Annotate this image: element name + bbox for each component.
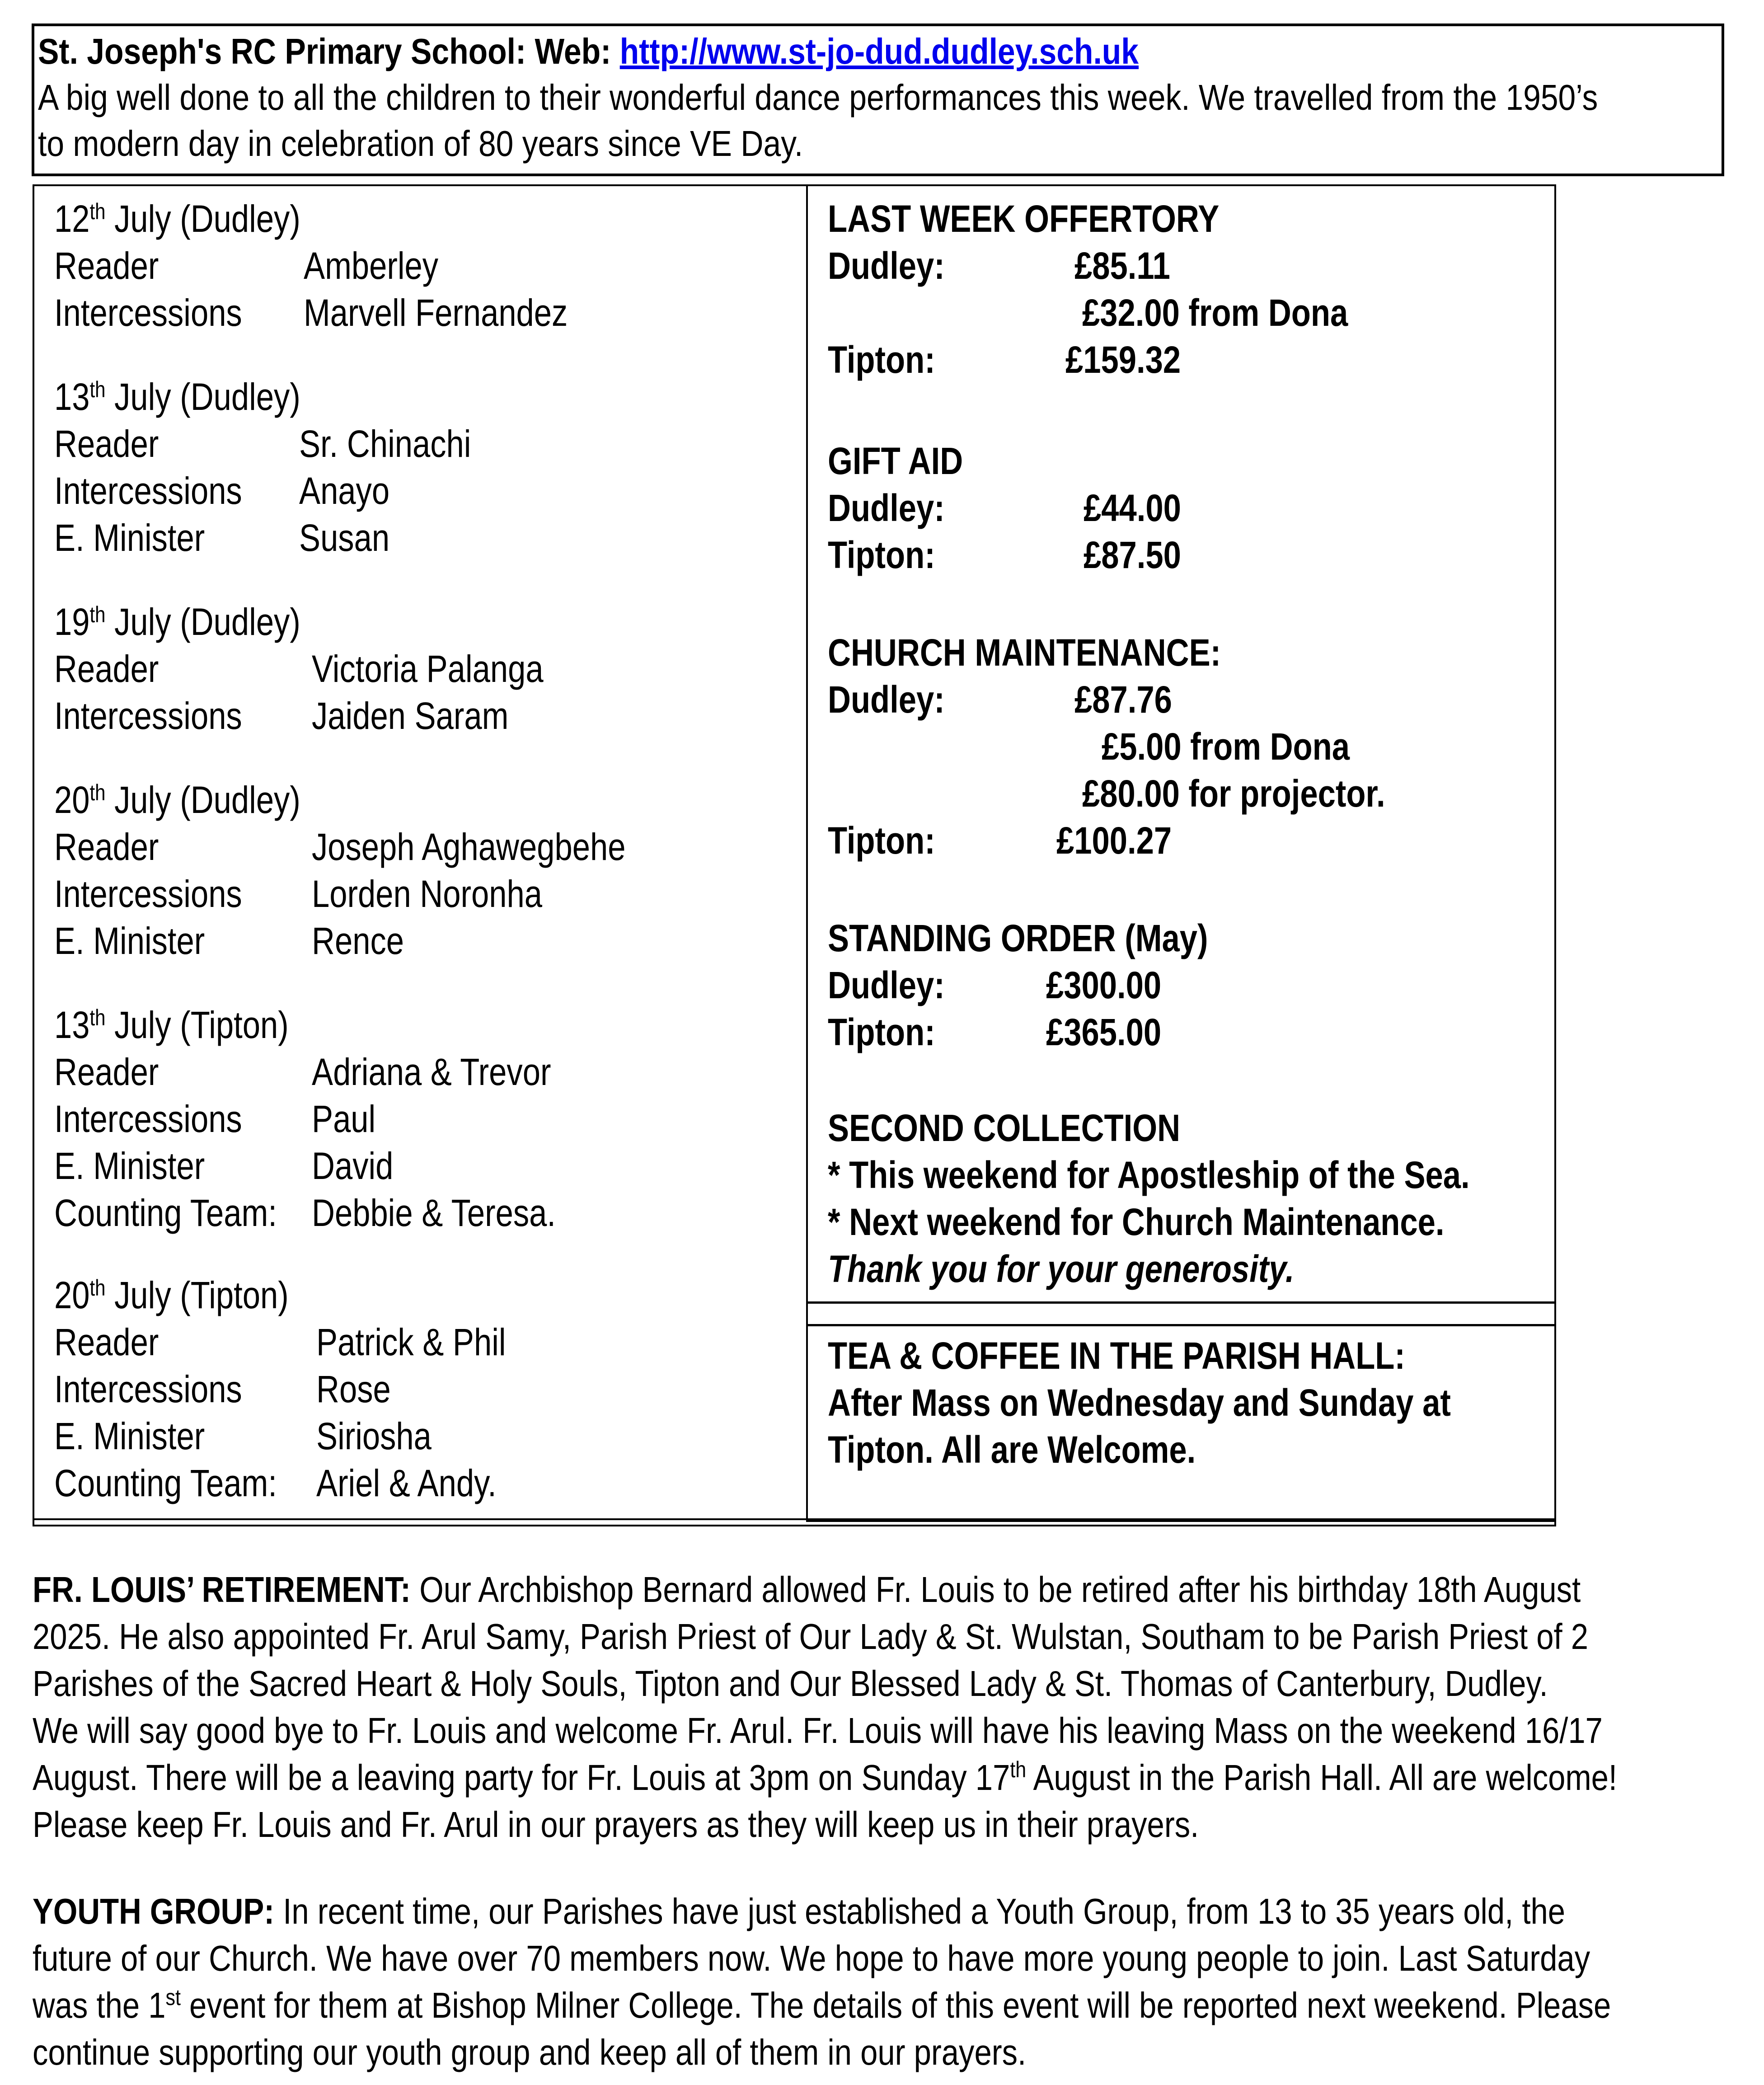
tea-coffee-title: TEA & COFFEE IN THE PARISH HALL:	[828, 1334, 1405, 1377]
tea-coffee-text: Tipton. All are Welcome.	[828, 1428, 1196, 1471]
rota-role-label: Counting Team:	[54, 1192, 277, 1234]
rota-role-label: E. Minister	[54, 1145, 205, 1187]
rota-role-label: Reader	[54, 1051, 159, 1093]
ordinal-suffix: st	[165, 1985, 181, 2010]
rota-date-heading	[54, 195, 347, 242]
youth-group-heading: YOUTH GROUP:	[33, 1891, 275, 1931]
rota-person-name: Joseph Aghawegbehe	[312, 826, 626, 868]
ordinal-suffix: th	[89, 1275, 106, 1301]
rota-person-name: Patrick & Phil	[316, 1321, 506, 1363]
standing-order-title: STANDING ORDER (May)	[828, 917, 1208, 959]
rota-date-text: July (Tipton)	[105, 1274, 289, 1316]
rota-day: 19	[54, 601, 90, 643]
rota-role-label: Reader	[54, 648, 159, 690]
maintenance-dudley-extra: £5.00 from Dona	[1102, 725, 1350, 768]
retirement-text: Our Archbishop Bernard allowed Fr. Louis to be retired after his birthday 18th August	[411, 1569, 1581, 1610]
rota-role-label: Intercessions	[54, 470, 242, 512]
rota-date-text: July (Dudley)	[105, 376, 300, 418]
rota-date-heading	[54, 1001, 333, 1048]
maintenance-tipton-label: Tipton:	[828, 819, 935, 862]
box-divider	[806, 1324, 1556, 1326]
offertory-tipton-amount: £159.32	[1065, 338, 1181, 381]
rota-role-label: Reader	[54, 826, 159, 868]
rota-role-label: Intercessions	[54, 291, 242, 334]
rota-day: 20	[54, 1274, 90, 1316]
rota-role-label: E. Minister	[54, 1415, 205, 1457]
ordinal-suffix: th	[89, 377, 106, 402]
rota-person-name: Debbie & Teresa.	[312, 1192, 556, 1234]
second-collection-item: * Next weekend for Church Maintenance.	[828, 1201, 1445, 1243]
school-message-line: A big well done to all the children to their wonderful dance performances this week. We travelled from the 1950’s	[38, 77, 1598, 117]
rota-role-label: Intercessions	[54, 1368, 242, 1410]
maintenance-dudley-extra: £80.00 for projector.	[1082, 772, 1385, 815]
rota-role-label: Reader	[54, 423, 159, 465]
rota-person-name: Anayo	[299, 470, 390, 512]
retirement-text: 2025. He also appointed Fr. Arul Samy, Parish Priest of Our Lady & St. Wulstan, Southam to be Parish Priest of 2	[33, 1616, 1588, 1657]
rota-day: 13	[54, 376, 90, 418]
rota-person-name: Ariel & Andy.	[316, 1462, 497, 1504]
offertory-dudley-amount: £85.11	[1074, 244, 1170, 287]
rota-person-name: David	[312, 1145, 394, 1187]
ordinal-suffix: th	[89, 602, 106, 627]
retirement-heading: FR. LOUIS’ RETIREMENT:	[33, 1569, 411, 1610]
retirement-notice	[33, 1566, 1731, 1848]
youth-group-text: was the 1	[33, 1985, 166, 2025]
rota-person-name: Adriana & Trevor	[312, 1051, 551, 1093]
box-divider	[806, 1301, 1556, 1304]
rota-person-name: Victoria Palanga	[312, 648, 544, 690]
retirement-text: Parishes of the Sacred Heart & Holy Souls, Tipton and Our Blessed Lady & St. Thomas of Canterbury, Dudley.	[33, 1663, 1548, 1704]
rota-role-label: Counting Team:	[54, 1462, 277, 1504]
rota-person-name: Siriosha	[316, 1415, 432, 1457]
standing-order-dudley-amount: £300.00	[1046, 964, 1162, 1006]
rota-day: 13	[54, 1004, 90, 1046]
offertory-dudley-extra: £32.00 from Dona	[1082, 291, 1348, 334]
giftaid-dudley-label: Dudley:	[828, 487, 945, 529]
youth-group-text: event for them at Bishop Milner College. The details of this event will be reported next weekend. Please	[180, 1985, 1611, 2025]
offertory-tipton-label: Tipton:	[828, 338, 935, 381]
ordinal-suffix: th	[89, 1005, 106, 1030]
rota-person-name: Paul	[312, 1098, 376, 1140]
rota-role-label: Reader	[54, 244, 159, 287]
thank-you-note: Thank you for your generosity.	[828, 1248, 1295, 1290]
tea-coffee-text: After Mass on Wednesday and Sunday at	[828, 1381, 1451, 1424]
rota-role-label: Intercessions	[54, 695, 242, 737]
rota-day: 12	[54, 197, 90, 240]
rota-role-label: E. Minister	[54, 920, 205, 962]
maintenance-tipton-amount: £100.27	[1056, 819, 1172, 862]
offertory-dudley-label: Dudley:	[828, 244, 945, 287]
retirement-text: We will say good bye to Fr. Louis and welcome Fr. Arul. Fr. Louis will have his leaving Mass on the weekend 16/17	[33, 1710, 1603, 1751]
maintenance-dudley-label: Dudley:	[828, 678, 945, 721]
rota-date-heading	[54, 373, 347, 420]
ordinal-suffix: th	[89, 199, 106, 224]
maintenance-title: CHURCH MAINTENANCE:	[828, 631, 1221, 674]
giftaid-dudley-amount: £44.00	[1084, 487, 1181, 529]
rota-person-name: Amberley	[304, 244, 439, 287]
rota-date-text: July (Dudley)	[105, 601, 300, 643]
school-notice-box	[32, 23, 1724, 176]
rota-day: 20	[54, 779, 90, 821]
rota-date-text: July (Dudley)	[105, 779, 300, 821]
rota-person-name: Susan	[299, 517, 390, 559]
rota-person-name: Jaiden Saram	[312, 695, 509, 737]
second-collection-item: * This weekend for Apostleship of the Sea.	[828, 1154, 1470, 1196]
rota-person-name: Rose	[316, 1368, 391, 1410]
rota-person-name: Rence	[312, 920, 404, 962]
rota-date-heading	[54, 598, 347, 645]
second-collection-title: SECOND COLLECTION	[828, 1107, 1181, 1149]
youth-group-notice	[33, 1888, 1731, 2076]
rota-date-heading	[54, 1272, 333, 1319]
retirement-text: August. There will be a leaving party for Fr. Louis at 3pm on Sunday 17	[33, 1757, 1010, 1798]
rota-person-name: Sr. Chinachi	[299, 423, 471, 465]
standing-order-tipton-label: Tipton:	[828, 1011, 935, 1053]
retirement-text: Please keep Fr. Louis and Fr. Arul in our prayers as they will keep us in their prayers.	[33, 1804, 1199, 1845]
rota-date-text: July (Tipton)	[105, 1004, 289, 1046]
youth-group-text: In recent time, our Parishes have just established a Youth Group, from 13 to 35 years old, the	[274, 1891, 1565, 1931]
rota-role-label: Intercessions	[54, 873, 242, 915]
ordinal-suffix: th	[1010, 1757, 1027, 1782]
rota-role-label: Intercessions	[54, 1098, 242, 1140]
rota-date-heading	[54, 776, 347, 823]
giftaid-tipton-label: Tipton:	[828, 534, 935, 576]
standing-order-dudley-label: Dudley:	[828, 964, 945, 1006]
offertory-title: LAST WEEK OFFERTORY	[828, 197, 1220, 240]
rota-role-label: E. Minister	[54, 517, 205, 559]
rota-role-label: Reader	[54, 1321, 159, 1363]
youth-group-text: future of our Church. We have over 70 members now. We hope to have more young people to join. Last Saturday	[33, 1938, 1590, 1978]
retirement-text: August in the Parish Hall. All are welcome!	[1026, 1757, 1618, 1798]
school-web-link[interactable]: http://www.st-jo-dud.dudley.sch.uk	[619, 31, 1139, 71]
ordinal-suffix: th	[89, 780, 106, 805]
school-name: St. Joseph's RC Primary School: Web:	[38, 31, 620, 71]
rota-person-name: Marvell Fernandez	[304, 291, 568, 334]
giftaid-title: GIFT AID	[828, 440, 963, 482]
rota-person-name: Lorden Noronha	[312, 873, 542, 915]
giftaid-tipton-amount: £87.50	[1084, 534, 1181, 576]
youth-group-text: continue supporting our youth group and keep all of them in our prayers.	[33, 2032, 1027, 2072]
maintenance-dudley-amount: £87.76	[1074, 678, 1172, 721]
rota-date-text: July (Dudley)	[105, 197, 300, 240]
standing-order-tipton-amount: £365.00	[1046, 1011, 1162, 1053]
school-message-line: to modern day in celebration of 80 years since VE Day.	[38, 123, 803, 164]
